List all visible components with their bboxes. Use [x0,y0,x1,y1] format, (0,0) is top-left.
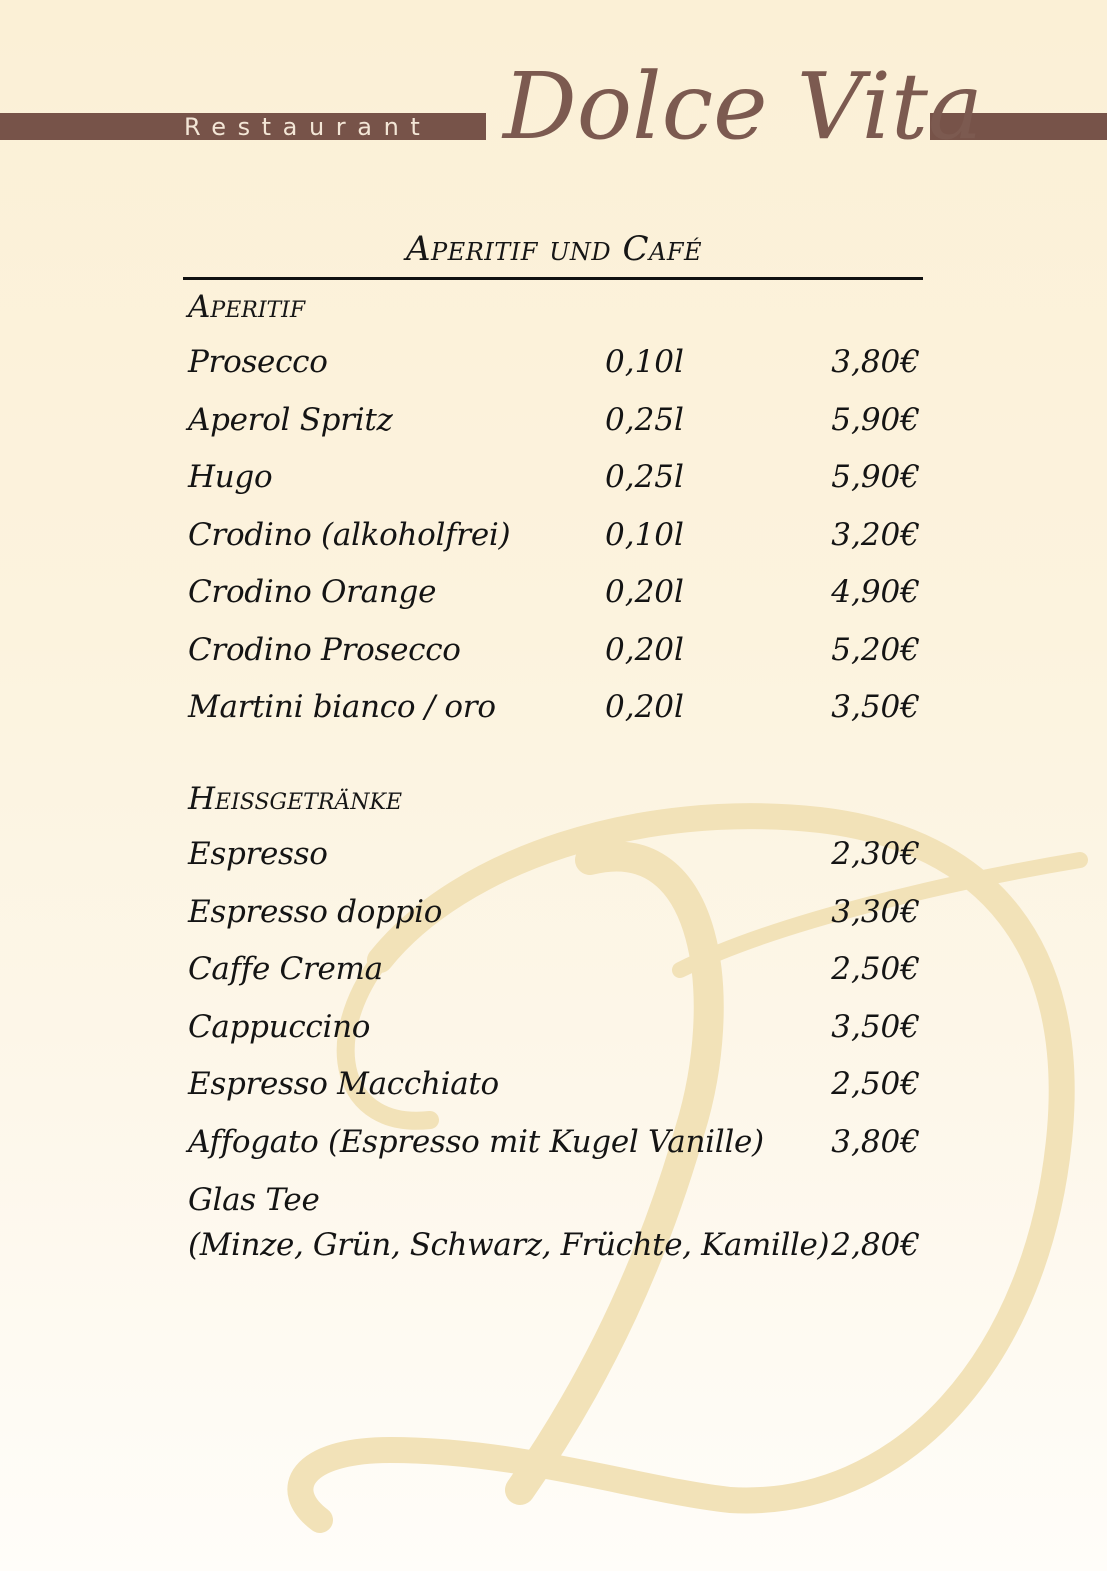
menu-item [188,832,920,876]
item-price: 5,90€ [831,402,920,438]
item-price: 2,50€ [831,1066,920,1102]
item-volume: 0,10l [605,344,684,380]
brand-logo [503,40,983,160]
item-volume: 0,20l [605,632,684,668]
item-name: Espresso [188,836,328,872]
menu-item [188,1120,920,1164]
menu-item [188,1062,920,1106]
item-price: 5,20€ [831,632,920,668]
item-name: Martini bianco / oro [188,689,496,725]
brand-name: Dolce Vita [503,53,983,160]
item-price: 3,30€ [831,894,920,930]
page-title: Aperitif und Café [405,229,702,269]
section-title-hot-drinks: Heißgetränke [188,781,403,817]
item-name: Espresso doppio [188,894,443,930]
item-name: Crodino Orange [188,574,437,610]
restaurant-label: Restaurant [184,113,432,141]
item-price: 2,50€ [831,951,920,987]
item-price: 3,50€ [831,1009,920,1045]
item-detail: (Minze, Grün, Schwarz, Früchte, Kamille) [188,1227,830,1263]
item-name: Cappuccino [188,1009,371,1045]
menu-item [188,455,920,499]
item-name: Crodino Prosecco [188,632,461,668]
item-name: Prosecco [188,344,328,380]
item-price: 3,80€ [831,344,920,380]
item-price: 4,90€ [831,574,920,610]
menu-item [188,398,920,442]
item-price: 5,90€ [831,459,920,495]
item-name: Crodino (alkoholfrei) [188,517,511,553]
item-name: Aperol Spritz [188,402,393,438]
menu-item [188,890,920,934]
item-price: 3,50€ [831,689,920,725]
menu-item [188,340,920,384]
item-volume: 0,10l [605,517,684,553]
menu-item [188,628,920,672]
section-title-aperitif: Aperitif [188,289,306,325]
menu-item [188,1005,920,1049]
menu-item [188,947,920,991]
item-price: 3,80€ [831,1124,920,1160]
menu-item [188,1178,920,1268]
item-name: Glas Tee [188,1182,320,1218]
item-name: Affogato (Espresso mit Kugel Vanille) [188,1124,764,1160]
item-price: 2,80€ [831,1227,920,1263]
item-volume: 0,25l [605,402,684,438]
item-price: 3,20€ [831,517,920,553]
item-volume: 0,20l [605,574,684,610]
item-price: 2,30€ [831,836,920,872]
menu-item [188,685,920,729]
title-divider [183,277,923,280]
item-name: Caffe Crema [188,951,383,987]
item-name: Espresso Macchiato [188,1066,499,1102]
menu-item [188,513,920,557]
item-volume: 0,20l [605,689,684,725]
item-name: Hugo [188,459,273,495]
menu-item [188,570,920,614]
item-volume: 0,25l [605,459,684,495]
